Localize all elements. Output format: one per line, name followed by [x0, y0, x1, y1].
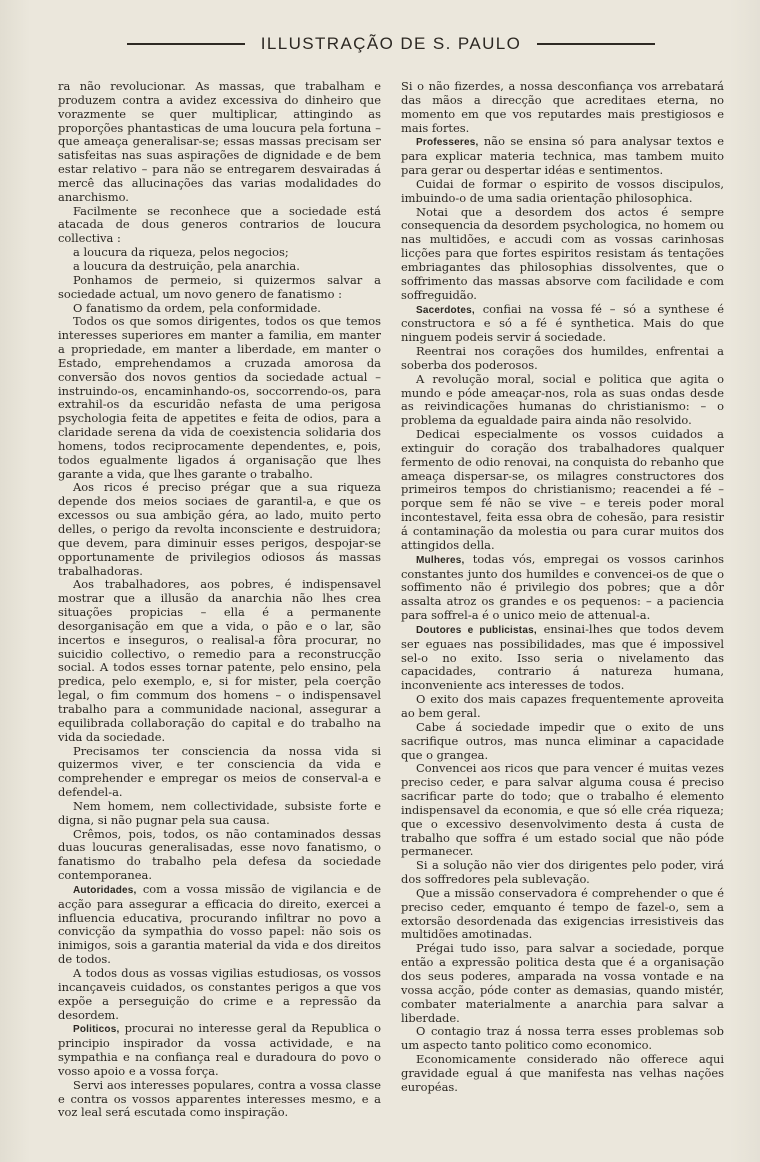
paragraph-professores — [401, 135, 724, 178]
paragraph-text: com a vossa missão de vigilancia e de acção para assegurar a efficacia do direito, exercei a influencia educativa, procurando infiltrar no povo a convicção da sympathia do vosso papel: não sois os inimigos, sois a garantia material da vida e dos direitos de todos. — [58, 881, 381, 967]
masthead — [58, 34, 724, 54]
paragraph: A revolução moral, social e politica que agita o mundo e póde ameaçar-nos, rola as suas ondas desde as reivindicações humanas do christianismo: – o problema da egualdade paira ainda não resolvido. — [401, 371, 724, 428]
paragraph: Aos trabalhadores, aos pobres, é indispensavel mostrar que a illusão da anarchia não lhes crea situações propicias – ella é a permanente desorganisação em que a vida, o pão e o lar, são incertos e inseguros, o realisal-a fôra procurar, no suicidio collectivo, o remedio para a reconstrucção social. A todos esses tornar patente, pelo ensino, pela predica, pelo exemplo, e, si for mister, pela coerção legal, o fim commum dos homens – o indispensavel trabalho para a communidade nacional, assegurar a equilibrada collaboração do capital e do trabalho na vida da sociedade. — [58, 577, 381, 744]
paragraph: Servi aos interesses populares, contra a vossa classe e contra os vossos apparentes interesses mesmo, e a voz leal será escutada como inspiração. — [58, 1077, 381, 1120]
paragraph-sacerdotes — [401, 303, 724, 346]
paragraph: O exito dos mais capazes frequentemente aproveita ao bem geral. — [401, 692, 724, 720]
paragraph-text: não se ensina só para analysar textos e para explicar materia technica, mas tambem muito para gerar ou despertar idéas e sentimentos. — [401, 134, 724, 178]
publication-title: ILLUSTRAÇÃO DE S. PAULO — [260, 34, 522, 53]
paragraph: A todos dous as vossas vigilias estudiosas, os vossos incançaveis cuidados, os constantes perigos a que vos expõe a perseguição do crime e a repressão da desordem. — [58, 966, 381, 1022]
paragraph: Aos ricos é preciso prégar que a sua riqueza depende dos meios sociaes de garantil-a, e que os excessos ou sua ambição géra, ao lado, muito perto delles, o perigo da revolta inconsciente e destruidora; que devem, para diminuir esses perigos, despojar-se opportunamente de privilegios odiosos ás massas trabalhadoras. — [58, 480, 381, 578]
paragraph-doutores — [401, 623, 724, 693]
paragraph-text: confiai na vossa fé – só a synthese é constructora e só a fé é synthetica. Mais do que ninguem podeis servir á sociedade. — [401, 301, 724, 345]
left-rule — [127, 43, 245, 45]
paragraph: Si a solução não vier dos dirigentes pelo poder, virá dos soffredores pela sublevação. — [401, 858, 724, 887]
paragraph: Dedicai especialmente os vossos cuidados a extinguir do coração dos trabalhadores qualquer fermento de odio renovai, na conquista do rebanho que ameaça dispersar-se, os milagres constructores dos primeiros tempos do christianismo; reacendei a fé – porque sem fé não se vive – e tereis poder moral incontestavel, feita essa obra de cohesão, para resistir á contaminação da molestia ou para curar muitos dos attingidos della. — [401, 427, 724, 552]
paragraph: Precisamos ter consciencia da nossa vida si quizermos viver, e ter consciencia da vida e comprehender e empregar os meios de conserval-a e defendel-a. — [58, 743, 381, 800]
left-column — [58, 80, 381, 1120]
paragraph: Si o não fizerdes, a nossa desconfiança vos arrebatará das mãos a direcção que acreditaes eterna, no momento em que vos reputardes mais prestigiosos e mais fortes. — [401, 79, 724, 135]
paragraph: Cuidai de formar o espirito de vossos discipulos, imbuindo-o de uma sadia orientação philosophica. — [401, 176, 724, 205]
paragraph: Facilmente se reconhece que a sociedade está atacada de dous generos contrarios de loucura collectiva : — [58, 203, 381, 246]
right-column — [401, 80, 724, 1120]
paragraph-text: todas vós, empregai os vossos carinhos constantes junto dos humildes e convencei-os de que o soffimento não é privilegio dos pobres; que a dôr assalta atroz os grandes e os pequenos: – a paciencia para soffrel-a é o unico meio de attenual-a. — [401, 551, 724, 623]
paragraph-lead: Autoridades, — [73, 884, 137, 896]
paragraph-autoridades — [58, 883, 381, 967]
paragraph: Notai que a desordem dos actos é sempre consequencia da desordem psychologica, no homem ou nas multidões, e accudi com as vossas carinhosas licções para que fortes espiritos resistam ás tentações embriagantes das philosophias dissolventes, que o soffrimento das massas absorve com facilidade e com soffreguidão. — [401, 204, 724, 302]
paragraph-lead: Sacerdotes, — [416, 304, 475, 316]
article-body — [58, 80, 724, 1120]
list-item: O fanatismo da ordem, pela conformidade. — [73, 300, 321, 315]
paragraph: Nem homem, nem collectividade, subsiste forte e digna, si não pugnar pela sua causa. — [58, 798, 381, 827]
paragraph: Prégai tudo isso, para salvar a sociedade, porque então a expressão politica desta que é a organisação dos seus poderes, amparada na vossa vontade e na vossa acção, póde conter as demasias, quando mistér, combater materialmente a anarchia para salvar a liberdade. — [401, 941, 724, 1025]
paragraph-lead: Mulheres, — [416, 554, 465, 566]
paragraph-text: ensinai-lhes que todos devem ser eguaes nas possibilidades, mas que é impossivel sel-o no exito. Isso seria o nivelamento das capacidades, contrario á natureza humana, inconveniente acs interesses de todos. — [401, 621, 724, 693]
paragraph-lead: Politicos, — [73, 1024, 120, 1036]
paragraph: Ponhamos de permeio, si quizermos salvar a sociedade actual, um novo genero de fanatismo : — [58, 272, 381, 301]
paragraph: Reentrai nos corações dos humildes, enfrentai a soberba dos poderosos. — [401, 344, 724, 372]
paragraph-text: procurai no interesse geral da Republica o principio inspirador da vossa actividade, e na sympathia e na confiança real e duradoura do povo o vosso apoio e a vossa força. — [58, 1021, 381, 1078]
paragraph: Cabe á sociedade impedir que o exito de uns sacrifique outros, mas nunca eliminar a capacidade que o grangea. — [401, 719, 724, 762]
paragraph: Convencei aos ricos que para vencer é muitas vezes preciso ceder, e para salvar alguma cousa é preciso sacrificar parte do todo; que o trabalho é elemento indispensavel da economia, e que só elle créa riqueza; que o excessivo desenvolvimento desta á custa de trabalho que soffra é um estado social que não póde permanecer. — [401, 761, 724, 859]
list-item: a loucura da destruição, pela anarchia. — [73, 258, 300, 273]
right-rule — [537, 43, 655, 45]
paragraph: ra não revolucionar. As massas, que trabalham e produzem contra a avidez excessiva do dinheiro que vorazmente se quer multiplicar, attingindo as proporções phantasticas de uma loucura pela fortuna – que ameaça generalisar-se; essas massas precisam ser satisfeitas nas suas aspirações de dignidade e de bem estar relativo – para não se entregarem desvairadas á mercê das allucinações das varias modalidades do anarchismo. — [58, 79, 381, 204]
list-item: a loucura da riqueza, pelos negocios; — [73, 245, 289, 260]
paragraph: Economicamente considerado não offerece aqui gravidade egual á que manifesta nas velhas nações européas. — [401, 1052, 724, 1094]
paragraph: Crêmos, pois, todos, os não contaminados dessas duas loucuras generalisadas, esse novo fanatismo, o fanatismo do trabalho pela defesa da sociedade contemporanea. — [58, 826, 381, 883]
paragraph: O contagio traz á nossa terra esses problemas sob um aspecto tanto politico como economico. — [401, 1024, 724, 1053]
paragraph-lead: Professeres, — [416, 137, 479, 149]
paragraph-lead: Doutores e publicistas, — [416, 624, 537, 636]
paragraph-mulheres — [401, 553, 724, 623]
paragraph: Todos os que somos dirigentes, todos os que temos interesses superiores em manter a familia, em manter a propriedade, em manter a liberdade, em manter o Estado, emprehendamos a cruzada amorosa da conversão dos novos gentios da sociedade actual – instruindo-os, encaminhando-os, soccorrendo-os, para extrahil-os da escuridão nefasta de uma perigosa psychologia feita de appetites e feita de odios, para a claridade serena da vida de coexistencia solidaria dos homens, todos reciprocamente dependentes, e, pois, todos egualmente ligados á organisação que lhes garante a vida, que lhes garante o trabalho. — [58, 314, 381, 481]
paragraph: Que a missão conservadora é comprehender o que é preciso ceder, emquanto é tempo de fazel-o, sem a extorsão desordenada das exigencias irresistiveis das multidões amotinadas. — [401, 885, 724, 942]
paragraph-politicos — [58, 1022, 381, 1078]
